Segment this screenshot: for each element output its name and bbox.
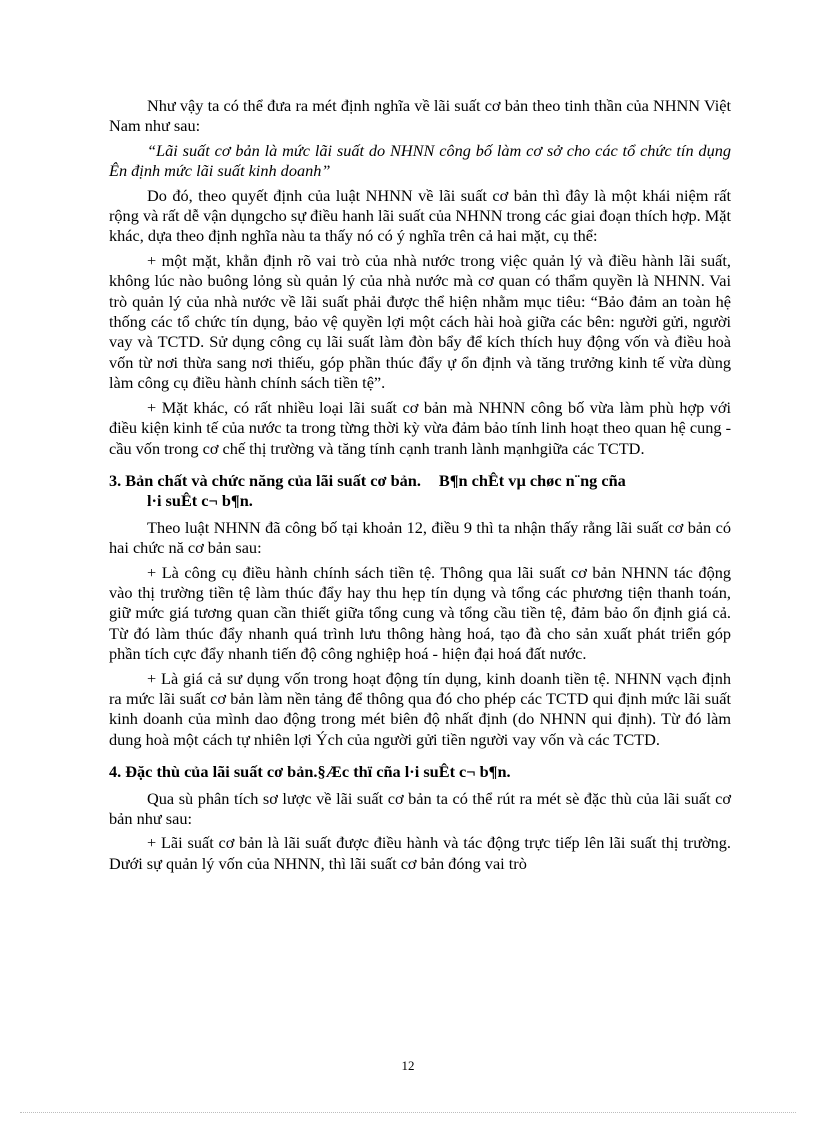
bullet-paragraph: + Mặt khác, có rất nhiều loại lãi suất cơ bản mà NHNN công bố vừa làm phù hợp với điều kiện kinh tế của nước ta trong từng thời kỳ vừa đảm bảo tính linh hoạt theo quan hệ cung - cầu vốn trong cơ chế thị trường và tăng tính cạnh tranh lành mạnhgiữa các TCTD. bbox=[109, 397, 731, 458]
definition-quote: “Lãi suất cơ bản là mức lãi suất do NHNN công bố làm cơ sở cho các tổ chức tín dụng Ên định mức lãi suất kinh doanh” bbox=[109, 140, 731, 181]
bullet-paragraph: + Là công cụ điều hành chính sách tiền tệ. Thông qua lãi suất cơ bản NHNN tác động vào thị trường tiền tệ làm thúc đẩy hay thu hẹp tín dụng và tổng các phương tiện thanh toán, giữ mức giá tương quan cần thiết giữa tổng cung và tổng cầu tiền tệ, đảm bảo ổn định giá cả. Từ đó làm thúc đẩy nhanh quá trình lưu thông hàng hoá, tạo đà cho sản xuất phát triển góp phần tích cực đẩy nhanh tiến độ công nghiệp hoá - hiện đại hoá đất nước. bbox=[109, 562, 731, 664]
section-3-garbled-title-cont: l·i suÊt c¬ b¶n. bbox=[147, 491, 253, 511]
section-3-body bbox=[109, 518, 731, 750]
section-4-title: 4. Đặc thù của lãi suất cơ bản. bbox=[109, 762, 318, 782]
paragraph: Như vậy ta có thể đưa ra mét định nghĩa về lãi suất cơ bản theo tinh thần của NHNN Việt Nam như sau: bbox=[109, 96, 731, 136]
paragraph: Theo luật NHNN đã công bố tại khoản 12, điều 9 thì ta nhận thấy rằng lãi suất cơ bản có hai chức nă cơ bản sau: bbox=[109, 517, 731, 558]
section-4-garbled-title: §Æc thï cña l·i suÊt c¬ b¶n. bbox=[317, 762, 511, 782]
paragraph: Qua sù phân tích sơ lược về lãi suất cơ bản ta có thể rút ra mét sè đặc thù của lãi suất cơ bản như sau: bbox=[109, 788, 731, 828]
section-4-body bbox=[109, 789, 731, 875]
bullet-paragraph: + Lãi suất cơ bản là lãi suất được điều hành và tác động trực tiếp lên lãi suất thị trường. Dưới sự quản lý vốn của NHNN, thì lãi suất cơ bản đóng vai trò bbox=[109, 833, 731, 873]
paragraph: Do đó, theo quyết định của luật NHNN về lãi suất cơ bản thì đây là một khái niệm rất rộng và rất dễ vận dụngcho sự điều hanh lãi suất của NHNN trong các giai đoạn thích hợp. Mặt khác, dựa theo định nghĩa nàu ta thấy nó có ý nghĩa trên cả hai mặt, cụ thể: bbox=[109, 185, 731, 246]
document-page bbox=[109, 96, 731, 878]
bullet-paragraph: + một mặt, khẳn định rõ vai trò của nhà nước trong việc quản lý và điều hành lãi suất, không lúc nào buông lỏng sù quản lý của nhà nước mà cơ quan có thẩm quyền là NHNN. Vai trò quản lý của nhà nước về lãi suất phải được thể hiện nhằm mục tiêu: “Bảo đảm an toàn hệ thống các tổ chức tín dụng, bảo vệ quyền lợi một cách hài hoà giữa các bên: người gửi, người vay và TCTD. Sử dụng công cụ lãi suất làm đòn bẩy để kích thích huy động vốn và điều hoà vốn từ nơi thừa sang nơi thiếu, góp phần thúc đẩy ự ổn định và tăng trưởng kinh tế vừa dùng làm công cụ điều hành chính sách tiền tệ”. bbox=[109, 250, 731, 393]
section-4-heading bbox=[109, 762, 731, 782]
page-number: 12 bbox=[401, 1058, 415, 1073]
section-intro bbox=[109, 96, 731, 459]
section-3-garbled-title: B¶n chÊt vµ chøc n¨ng cña bbox=[438, 470, 626, 490]
section-3-title: 3. Bản chất và chức năng của lãi suất cơ bản. bbox=[109, 470, 421, 490]
page-bottom-divider bbox=[20, 1112, 796, 1113]
section-3-heading bbox=[109, 471, 731, 512]
bullet-paragraph: + Là giá cả sư dụng vốn trong hoạt động tín dụng, kinh doanh tiền tệ. NHNN vạch định ra mức lãi suất cơ bản làm nền tảng để thông qua đó cho phép các TCTD qui định mức lãi suất kinh doanh của mình dao động trong mét biên độ nhất định (do NHNN qui định). Từ đó làm dung hoà một cách tự nhiên lợi Ých của người gửi tiền người vay vốn và các TCTD. bbox=[109, 668, 731, 749]
